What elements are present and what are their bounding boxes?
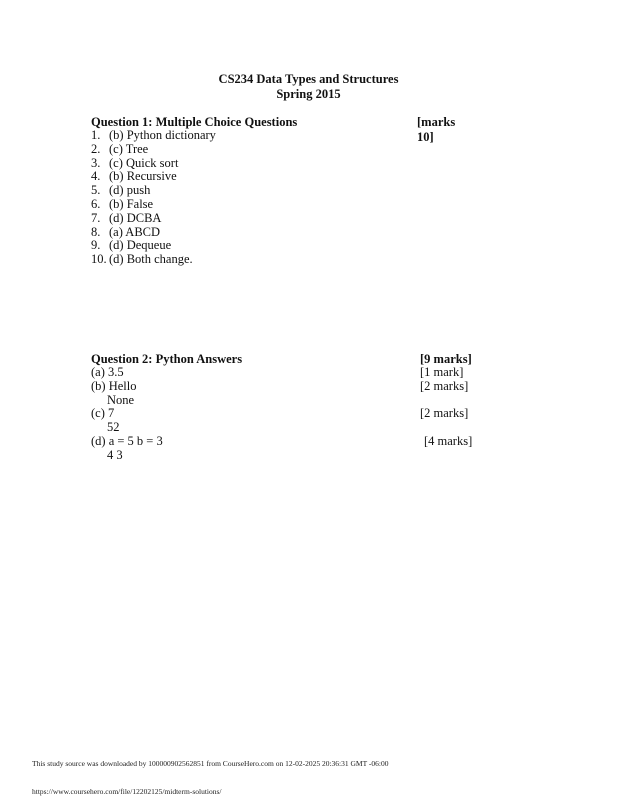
- list-item: (c) 7 [2 marks]: [91, 406, 469, 421]
- list-item: 2. (c) Tree: [91, 141, 149, 156]
- marks-label: [4 marks]: [424, 433, 473, 448]
- marks-label: [2 marks]: [420, 378, 469, 393]
- list-item: (d) a = 5 b = 3 [4 marks]: [91, 433, 473, 448]
- list-item: 9. (d) Dequeue: [91, 238, 172, 253]
- list-item: 4. (b) Recursive: [91, 169, 177, 184]
- list-item: 10. (d) Both change.: [91, 252, 193, 267]
- question1-heading: Question 1: Multiple Choice Questions: [91, 115, 298, 129]
- marks-label: [1 mark]: [420, 365, 464, 379]
- list-item: 52: [107, 420, 120, 435]
- question1-answer-list: [91, 129, 216, 267]
- document-title: [0, 72, 617, 102]
- question2-marks: [9 marks]: [420, 352, 472, 366]
- list-item: (b) Hello [2 marks]: [91, 378, 469, 393]
- list-item: None: [107, 392, 135, 407]
- list-item: 8. (a) ABCD: [91, 224, 161, 239]
- course-title: CS234 Data Types and Structures: [218, 72, 399, 86]
- list-item: 5. (d) push: [91, 183, 151, 198]
- list-item: 1. (b) Python dictionary: [91, 128, 216, 142]
- list-item: 4 3: [107, 447, 123, 462]
- marks-label: [2 marks]: [420, 406, 469, 421]
- list-item: 6. (b) False: [91, 196, 154, 211]
- term-title: Spring 2015: [276, 87, 341, 101]
- question2-answer-list: [91, 366, 481, 463]
- question2-heading: Question 2: Python Answers: [91, 352, 243, 366]
- list-item: (a) 3.5 [1 mark]: [91, 365, 464, 379]
- question2-header: [91, 352, 473, 367]
- list-item: 3. (c) Quick sort: [91, 155, 179, 170]
- list-item: 7. (d) DCBA: [91, 210, 162, 225]
- download-notice: This study source was downloaded by 100000902562851 from CourseHero.com on 12-02-2025 20:36:31 GMT -06:00: [32, 759, 389, 768]
- source-url[interactable]: https://www.coursehero.com/file/12202125/midterm-solutions/: [32, 787, 222, 796]
- question1-marks: [marks 10]: [417, 115, 456, 144]
